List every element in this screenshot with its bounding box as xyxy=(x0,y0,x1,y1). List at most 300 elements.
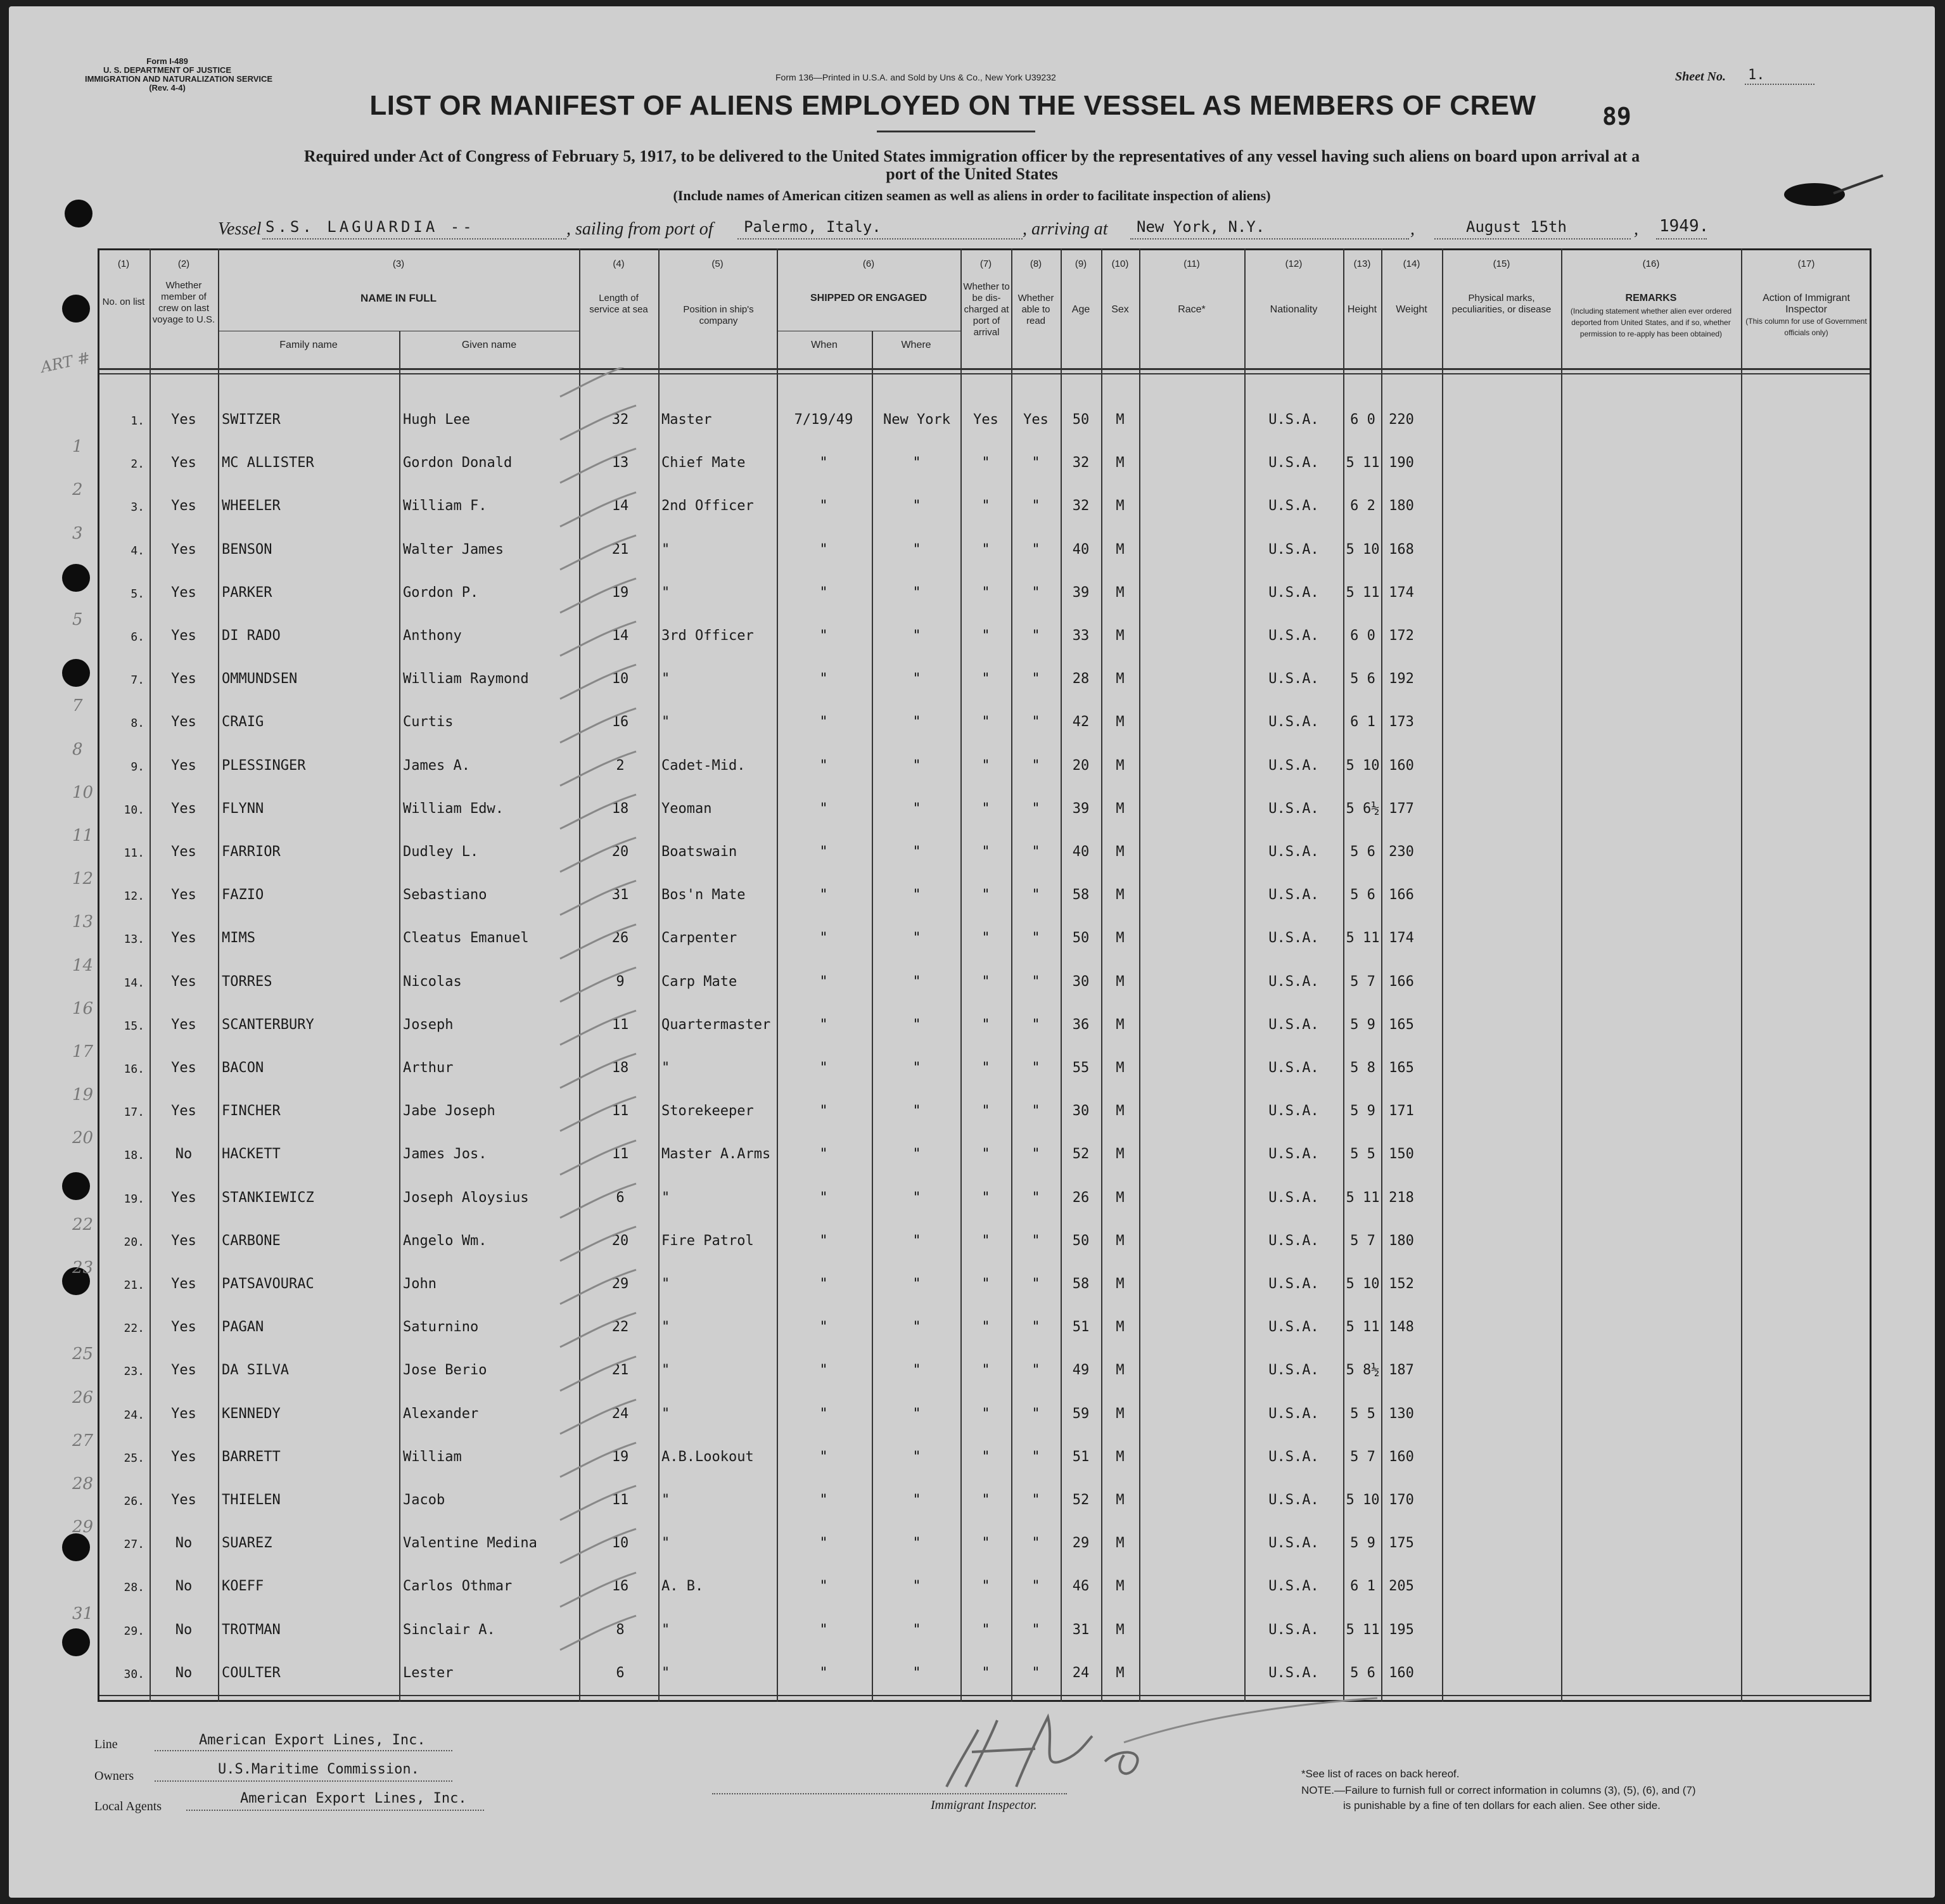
inspector-label: Immigrant Inspector. xyxy=(931,1798,1037,1812)
row-number: 27. xyxy=(124,1538,144,1551)
given-name: Jose Berio xyxy=(403,1362,487,1378)
given-name: Lester xyxy=(403,1665,454,1681)
age: 50 xyxy=(1072,930,1090,946)
given-name: Gordon Donald xyxy=(403,455,513,471)
prev-voyage-value: Yes xyxy=(171,412,196,428)
column-number-7: (7) xyxy=(979,259,992,269)
col-nationality: Nationality xyxy=(1270,304,1318,315)
nationality: U.S.A. xyxy=(1268,930,1319,946)
subtitle-2: port of the United States xyxy=(886,165,1058,183)
height: 6 2 xyxy=(1350,498,1375,514)
position: A. B. xyxy=(661,1578,704,1594)
col-position: Position in ship's company xyxy=(683,304,754,326)
weight: 172 xyxy=(1389,628,1414,644)
prev-voyage-value: Yes xyxy=(171,1319,196,1335)
pencil-margin-number: 10 xyxy=(72,783,94,802)
col-age: Age xyxy=(1071,304,1090,315)
pencil-margin-number: 27 xyxy=(72,1431,94,1450)
pencil-tick xyxy=(560,1054,636,1088)
prev-voyage-value: Yes xyxy=(171,1017,196,1033)
sex: M xyxy=(1116,412,1125,428)
pencil-tick xyxy=(560,492,636,527)
height: 5 11 xyxy=(1346,1319,1380,1335)
discharged-value: " xyxy=(981,1622,990,1638)
shipped-when: " xyxy=(819,1492,828,1508)
col-race: Race* xyxy=(1178,304,1206,315)
prev-voyage-value: Yes xyxy=(171,1276,196,1292)
printer-line: Form 136—Printed in U.S.A. and Sold by Uns & Co., New York U39232 xyxy=(775,72,1056,82)
position: " xyxy=(661,1492,670,1508)
weight: 174 xyxy=(1389,585,1414,601)
age: 30 xyxy=(1072,1103,1090,1119)
pencil-tick xyxy=(560,1140,636,1175)
family-name: COULTER xyxy=(222,1665,281,1681)
able-to-read: " xyxy=(1031,1665,1040,1681)
height: 5 10 xyxy=(1346,758,1380,774)
vessel-label: Vessel xyxy=(218,219,262,239)
shipped-when: " xyxy=(819,1665,828,1681)
row-number: 12. xyxy=(124,890,144,903)
family-name: KENNEDY xyxy=(222,1406,281,1422)
able-to-read: " xyxy=(1031,1190,1040,1206)
shipped-when: " xyxy=(819,1578,828,1594)
row-number: 16. xyxy=(124,1063,144,1076)
row-number: 22. xyxy=(124,1322,144,1335)
nationality: U.S.A. xyxy=(1268,1535,1319,1551)
shipped-where: " xyxy=(912,801,921,817)
family-name: KOEFF xyxy=(222,1578,264,1594)
nationality: U.S.A. xyxy=(1268,671,1319,687)
pencil-tick xyxy=(560,449,636,483)
age: 55 xyxy=(1072,1060,1090,1076)
discharged-value: " xyxy=(981,887,990,903)
row-number: 2. xyxy=(131,457,144,471)
sex: M xyxy=(1116,974,1125,990)
given-name: Alexander xyxy=(403,1406,479,1422)
sex: M xyxy=(1116,1449,1125,1465)
position: Boatswain xyxy=(661,844,737,860)
age: 30 xyxy=(1072,974,1090,990)
given-name: Anthony xyxy=(403,628,462,644)
given-name: William xyxy=(403,1449,462,1465)
prev-voyage-value: No xyxy=(175,1665,193,1681)
family-name: THIELEN xyxy=(222,1492,281,1508)
weight: 192 xyxy=(1389,671,1414,687)
line-label: Line xyxy=(94,1737,118,1751)
column-divider xyxy=(1442,248,1443,1702)
row-number: 21. xyxy=(124,1279,144,1292)
discharged-value: " xyxy=(981,758,990,774)
manifest-document xyxy=(9,6,1935,1898)
family-name: FINCHER xyxy=(222,1103,281,1119)
margin-note: ART # xyxy=(39,348,92,376)
given-name: William Raymond xyxy=(403,671,529,687)
sex: M xyxy=(1116,1578,1125,1594)
column-divider xyxy=(1561,248,1562,1702)
column-number-15: (15) xyxy=(1493,259,1510,269)
shipped-where: " xyxy=(912,1362,921,1378)
nationality: U.S.A. xyxy=(1268,1233,1319,1249)
shipped-where: " xyxy=(912,1146,921,1162)
height: 5 6 xyxy=(1350,671,1375,687)
able-to-read: " xyxy=(1031,498,1040,514)
sex: M xyxy=(1116,1319,1125,1335)
service-years: 20 xyxy=(611,1233,629,1249)
age: 51 xyxy=(1072,1319,1090,1335)
shipped-when: " xyxy=(819,844,828,860)
height: 5 9 xyxy=(1350,1535,1375,1551)
weight: 152 xyxy=(1389,1276,1414,1292)
column-number-16: (16) xyxy=(1642,259,1660,269)
weight: 180 xyxy=(1389,1233,1414,1249)
prev-voyage-value: No xyxy=(175,1578,193,1594)
shipped-when: " xyxy=(819,1319,828,1335)
family-name: SWITZER xyxy=(222,412,281,428)
able-to-read: " xyxy=(1031,974,1040,990)
subtitle-1: Required under Act of Congress of February 5, 1917, to be delivered to the United States immigration officer by the representatives of any vessel having such aliens on board upon arrival at a xyxy=(303,147,1640,165)
col-where: Where xyxy=(901,340,931,350)
nationality: U.S.A. xyxy=(1268,801,1319,817)
row-number: 7. xyxy=(131,674,144,687)
age: 39 xyxy=(1072,585,1090,601)
nationality: U.S.A. xyxy=(1268,1449,1319,1465)
discharged-value: Yes xyxy=(973,412,998,428)
able-to-read: " xyxy=(1031,887,1040,903)
age: 33 xyxy=(1072,628,1090,644)
sex: M xyxy=(1116,585,1125,601)
nationality: U.S.A. xyxy=(1268,1492,1319,1508)
shipped-when: " xyxy=(819,758,828,774)
service-years: 10 xyxy=(611,1535,629,1551)
family-name: DI RADO xyxy=(222,628,281,644)
row-number: 29. xyxy=(124,1625,144,1638)
shipped-when: " xyxy=(819,1146,828,1162)
page-number: 89 xyxy=(1602,103,1631,131)
shipped-where: " xyxy=(912,1535,921,1551)
able-to-read: Yes xyxy=(1023,412,1049,428)
service-years: 11 xyxy=(611,1017,629,1033)
punch-hole xyxy=(62,295,90,323)
weight: 165 xyxy=(1389,1060,1414,1076)
able-to-read: " xyxy=(1031,1492,1040,1508)
family-name: MIMS xyxy=(222,930,255,946)
nationality: U.S.A. xyxy=(1268,1362,1319,1378)
pencil-tick xyxy=(560,535,636,570)
pencil-tick xyxy=(560,1011,636,1045)
pencil-margin-number: 29 xyxy=(72,1517,94,1537)
pencil-tick xyxy=(560,838,636,872)
given-name: Joseph xyxy=(403,1017,454,1033)
pencil-tick xyxy=(560,1529,636,1563)
discharged-value: " xyxy=(981,1233,990,1249)
year-rule xyxy=(1656,238,1707,240)
discharged-value: " xyxy=(981,1319,990,1335)
shipped-where: " xyxy=(912,671,921,687)
discharged-value: " xyxy=(981,1017,990,1033)
row-number: 5. xyxy=(131,587,144,601)
family-name: FLYNN xyxy=(222,801,264,817)
row-number: 15. xyxy=(124,1019,144,1033)
shipped-when: " xyxy=(819,974,828,990)
discharged-value: " xyxy=(981,542,990,558)
family-name: PATSAVOURAC xyxy=(222,1276,314,1292)
family-name: DA SILVA xyxy=(222,1362,289,1378)
discharged-value: " xyxy=(981,455,990,471)
given-name: Nicolas xyxy=(403,974,462,990)
pencil-tick xyxy=(560,1357,636,1391)
pencil-tick xyxy=(560,1097,636,1131)
col-discharged: Whether to be dis-charged at port of arrival xyxy=(963,281,1010,338)
column-divider xyxy=(399,331,400,1702)
position: " xyxy=(661,542,670,558)
nationality: U.S.A. xyxy=(1268,455,1319,471)
sex: M xyxy=(1116,671,1125,687)
prev-voyage-value: Yes xyxy=(171,844,196,860)
prev-voyage-value: Yes xyxy=(171,1406,196,1422)
page-title: LIST OR MANIFEST OF ALIENS EMPLOYED ON THE VESSEL AS MEMBERS OF CREW xyxy=(369,90,1536,121)
owners-rule xyxy=(155,1780,452,1782)
service-years: 29 xyxy=(611,1276,629,1292)
weight: 150 xyxy=(1389,1146,1414,1162)
shipped-when: 7/19/49 xyxy=(794,412,853,428)
height: 5 9 xyxy=(1350,1017,1375,1033)
family-name: BARRETT xyxy=(222,1449,281,1465)
arrival-rule xyxy=(1130,238,1409,240)
discharged-value: " xyxy=(981,1146,990,1162)
pencil-margin-number: 8 xyxy=(72,740,83,759)
pencil-tick xyxy=(560,968,636,1002)
date-rule xyxy=(1434,238,1631,240)
weight: 195 xyxy=(1389,1622,1414,1638)
pencil-tick xyxy=(560,1573,636,1607)
height: 6 0 xyxy=(1350,412,1375,428)
height: 6 0 xyxy=(1350,628,1375,644)
header-bottom-border xyxy=(99,368,1870,370)
position: Carpenter xyxy=(661,930,737,946)
shipped-when: " xyxy=(819,585,828,601)
age: 49 xyxy=(1072,1362,1090,1378)
able-to-read: " xyxy=(1031,714,1040,730)
prev-voyage-value: Yes xyxy=(171,1060,196,1076)
column-number-6: (6) xyxy=(862,259,875,269)
prev-voyage-value: Yes xyxy=(171,1103,196,1119)
family-name: BENSON xyxy=(222,542,272,558)
discharged-value: " xyxy=(981,1060,990,1076)
nationality: U.S.A. xyxy=(1268,1622,1319,1638)
port-rule xyxy=(737,238,1023,240)
punch-hole xyxy=(62,1172,90,1200)
row-number: 14. xyxy=(124,976,144,990)
height: 5 9 xyxy=(1350,1103,1375,1119)
nationality: U.S.A. xyxy=(1268,1578,1319,1594)
able-to-read: " xyxy=(1031,1622,1040,1638)
nationality: U.S.A. xyxy=(1268,844,1319,860)
service-years: 16 xyxy=(611,714,629,730)
weight: 177 xyxy=(1389,801,1414,817)
age: 59 xyxy=(1072,1406,1090,1422)
pencil-margin-number: 31 xyxy=(72,1604,94,1623)
row-number: 13. xyxy=(124,933,144,946)
nationality: U.S.A. xyxy=(1268,1319,1319,1335)
height: 5 6 xyxy=(1350,887,1375,903)
weight: 170 xyxy=(1389,1492,1414,1508)
form-id-block: Form I-489 U. S. DEPARTMENT OF JUSTICE IMMIGRATION AND NATURALIZATION SERVICE (Rev. 4-4) xyxy=(85,56,273,93)
shipped-when: " xyxy=(819,498,828,514)
prev-voyage-value: Yes xyxy=(171,1233,196,1249)
service-years: 10 xyxy=(611,671,629,687)
nationality: U.S.A. xyxy=(1268,585,1319,601)
age: 32 xyxy=(1072,455,1090,471)
pencil-tick xyxy=(560,795,636,829)
col-family-name: Family name xyxy=(279,340,338,350)
weight: 165 xyxy=(1389,1017,1414,1033)
family-name: TROTMAN xyxy=(222,1622,281,1638)
age: 51 xyxy=(1072,1449,1090,1465)
prev-voyage-value: Yes xyxy=(171,671,196,687)
pencil-margin-number: 1 xyxy=(72,437,83,456)
service-years: 9 xyxy=(616,974,625,990)
age: 29 xyxy=(1072,1535,1090,1551)
sex: M xyxy=(1116,1665,1125,1681)
punch-hole xyxy=(62,659,90,687)
shipped-where: " xyxy=(912,1319,921,1335)
age: 20 xyxy=(1072,758,1090,774)
family-name: SCANTERBURY xyxy=(222,1017,314,1033)
sex: M xyxy=(1116,1535,1125,1551)
vessel-name: S.S. LAGUARDIA -- xyxy=(265,218,475,236)
discharged-value: " xyxy=(981,628,990,644)
pencil-tick xyxy=(560,1443,636,1477)
pencil-margin-number: 17 xyxy=(72,1042,94,1061)
race-note: *See list of races on back hereof. xyxy=(1301,1768,1460,1780)
shipped-where: " xyxy=(912,1578,921,1594)
able-to-read: " xyxy=(1031,1535,1040,1551)
shipped-where: " xyxy=(912,844,921,860)
sex: M xyxy=(1116,758,1125,774)
shipped-where: " xyxy=(912,1449,921,1465)
height: 6 1 xyxy=(1350,1578,1375,1594)
shipped-where: " xyxy=(912,1665,921,1681)
shipped-when: " xyxy=(819,887,828,903)
col-height: Height xyxy=(1347,304,1377,315)
weight: 171 xyxy=(1389,1103,1414,1119)
family-name: FARRIOR xyxy=(222,844,281,860)
able-to-read: " xyxy=(1031,542,1040,558)
col-no-on-list: No. on list xyxy=(102,297,145,307)
sex: M xyxy=(1116,1492,1125,1508)
col-shipped-engaged: SHIPPED OR ENGAGED xyxy=(810,293,928,303)
nationality: U.S.A. xyxy=(1268,1103,1319,1119)
position: Bos'n Mate xyxy=(661,887,746,903)
pencil-margin-number: 14 xyxy=(72,956,94,975)
given-name: Sebastiano xyxy=(403,887,487,903)
prev-voyage-value: Yes xyxy=(171,1492,196,1508)
prev-voyage-value: Yes xyxy=(171,887,196,903)
pencil-margin-number: 7 xyxy=(72,696,83,715)
able-to-read: " xyxy=(1031,758,1040,774)
weight: 160 xyxy=(1389,758,1414,774)
weight: 166 xyxy=(1389,887,1414,903)
height: 5 8½ xyxy=(1346,1362,1380,1378)
pencil-check-marks xyxy=(554,367,642,1698)
pencil-margin-number: 25 xyxy=(72,1345,94,1364)
given-name: Arthur xyxy=(403,1060,454,1076)
owners-label: Owners xyxy=(94,1769,134,1783)
sex: M xyxy=(1116,1103,1125,1119)
height: 5 11 xyxy=(1346,930,1380,946)
given-name: Gordon P. xyxy=(403,585,479,601)
sheet-label: Sheet No. xyxy=(1675,70,1726,84)
shipped-where: " xyxy=(912,542,921,558)
sex: M xyxy=(1116,542,1125,558)
shipped-where: " xyxy=(912,455,921,471)
prev-voyage-value: Yes xyxy=(171,714,196,730)
family-name: PARKER xyxy=(222,585,272,601)
pencil-tick xyxy=(560,1486,636,1520)
column-number-2: (2) xyxy=(177,259,190,269)
column-number-5: (5) xyxy=(711,259,724,269)
col-physical-marks: Physical marks, peculiarities, or disease xyxy=(1451,293,1552,315)
prev-voyage-value: Yes xyxy=(171,801,196,817)
able-to-read: " xyxy=(1031,671,1040,687)
nationality: U.S.A. xyxy=(1268,1060,1319,1076)
vessel-rule xyxy=(262,238,566,240)
row-number: 25. xyxy=(124,1452,144,1465)
col-name-in-full: NAME IN FULL xyxy=(360,292,437,304)
owners-value: U.S.Maritime Commission. xyxy=(218,1761,419,1777)
col-when: When xyxy=(811,340,838,350)
row-number: 4. xyxy=(131,544,144,558)
discharged-value: " xyxy=(981,974,990,990)
discharged-value: " xyxy=(981,801,990,817)
pencil-tick xyxy=(560,1313,636,1347)
sex: M xyxy=(1116,1017,1125,1033)
nationality: U.S.A. xyxy=(1268,1146,1319,1162)
family-name: STANKIEWICZ xyxy=(222,1190,314,1206)
column-number-10: (10) xyxy=(1111,259,1129,269)
weight: 205 xyxy=(1389,1578,1414,1594)
pencil-margin-number: 13 xyxy=(72,912,94,931)
pencil-margin-number: 22 xyxy=(72,1215,94,1234)
given-name: Valentine Medina xyxy=(403,1535,537,1551)
nationality: U.S.A. xyxy=(1268,758,1319,774)
nationality: U.S.A. xyxy=(1268,1276,1319,1292)
age: 52 xyxy=(1072,1146,1090,1162)
position: 2nd Officer xyxy=(661,498,754,514)
arrival-date: August 15th xyxy=(1466,218,1567,236)
given-name: William Edw. xyxy=(403,801,504,817)
discharged-value: " xyxy=(981,1103,990,1119)
nationality: U.S.A. xyxy=(1268,974,1319,990)
family-name: OMMUNDSEN xyxy=(222,671,298,687)
position: " xyxy=(661,1190,670,1206)
prev-voyage-value: Yes xyxy=(171,542,196,558)
prev-voyage-value: No xyxy=(175,1535,193,1551)
able-to-read: " xyxy=(1031,1060,1040,1076)
column-number-14: (14) xyxy=(1403,259,1420,269)
service-years: 32 xyxy=(611,412,629,428)
weight: 160 xyxy=(1389,1665,1414,1681)
sex: M xyxy=(1116,887,1125,903)
nationality: U.S.A. xyxy=(1268,714,1319,730)
sex: M xyxy=(1116,1233,1125,1249)
weight: 218 xyxy=(1389,1190,1414,1206)
given-name: John xyxy=(403,1276,437,1292)
shipped-where: " xyxy=(912,974,921,990)
given-name: Dudley L. xyxy=(403,844,479,860)
discharged-value: " xyxy=(981,1535,990,1551)
service-years: 31 xyxy=(611,887,629,903)
